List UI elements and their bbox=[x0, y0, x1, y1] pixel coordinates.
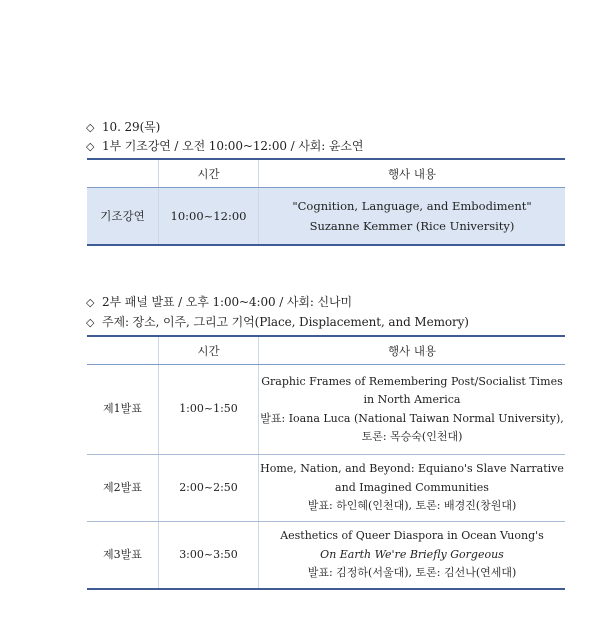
row-label: 기조강연 bbox=[87, 188, 159, 246]
theme-line: ◇ 주제: 장소, 이주, 그리고 기억(Place, Displacement, and Memory) bbox=[86, 315, 469, 329]
header-content: 행사 내용 bbox=[259, 336, 566, 365]
table-row bbox=[87, 365, 565, 455]
row-label: 제2발표 bbox=[87, 455, 159, 522]
table-header-row bbox=[87, 336, 565, 365]
row-label: 제1발표 bbox=[87, 365, 159, 455]
header-content: 행사 내용 bbox=[259, 159, 566, 188]
book-title: On Earth We're Briefly Gorgeous bbox=[320, 547, 504, 561]
session1-line: ◇ 1부 기조강연 / 오전 10:00~12:00 / 사회: 윤소연 bbox=[86, 139, 364, 153]
date-line: ◇ 10. 29(목) bbox=[86, 120, 161, 134]
row-content: Aesthetics of Queer Diaspora in Ocean Vuong's On Earth We're Briefly Gorgeous 발표: 김정하(서울대), 토론: 김선나(연세대) bbox=[259, 522, 566, 590]
table-header-row bbox=[87, 159, 565, 188]
session2-line: ◇ 2부 패널 발표 / 오후 1:00~4:00 / 사회: 신나미 bbox=[86, 295, 353, 309]
header-empty bbox=[87, 159, 159, 188]
diamond-bullet-icon: ◇ bbox=[86, 316, 95, 329]
table-row bbox=[87, 455, 565, 522]
diamond-bullet-icon: ◇ bbox=[86, 140, 95, 153]
header-empty bbox=[87, 336, 159, 365]
diamond-bullet-icon: ◇ bbox=[86, 296, 95, 309]
row-time: 1:00~1:50 bbox=[159, 365, 259, 455]
row-label: 제3발표 bbox=[103, 547, 142, 561]
diamond-bullet-icon: ◇ bbox=[86, 121, 95, 134]
header-time: 시간 bbox=[159, 159, 259, 188]
row-content: Graphic Frames of Remembering Post/Socialist Times in North America 발표: Ioana Luca (National Taiwan Normal University), 토론: 목승숙(인천대) bbox=[259, 365, 566, 455]
keynote-table bbox=[87, 158, 565, 246]
row-time: 10:00~12:00 bbox=[159, 188, 259, 246]
header-time: 시간 bbox=[159, 336, 259, 365]
panel-table bbox=[87, 335, 565, 590]
row-content: Home, Nation, and Beyond: Equiano's Slave Narrative and Imagined Communities 발표: 하인혜(인천대), 토론: 배경진(창원대) bbox=[259, 455, 566, 522]
row-content: "Cognition, Language, and Embodiment" Suzanne Kemmer (Rice University) bbox=[259, 188, 566, 246]
table-row bbox=[87, 522, 565, 590]
table-row bbox=[87, 188, 565, 246]
row-time: 3:00~3:50 bbox=[159, 522, 259, 590]
row-time: 2:00~2:50 bbox=[159, 455, 259, 522]
